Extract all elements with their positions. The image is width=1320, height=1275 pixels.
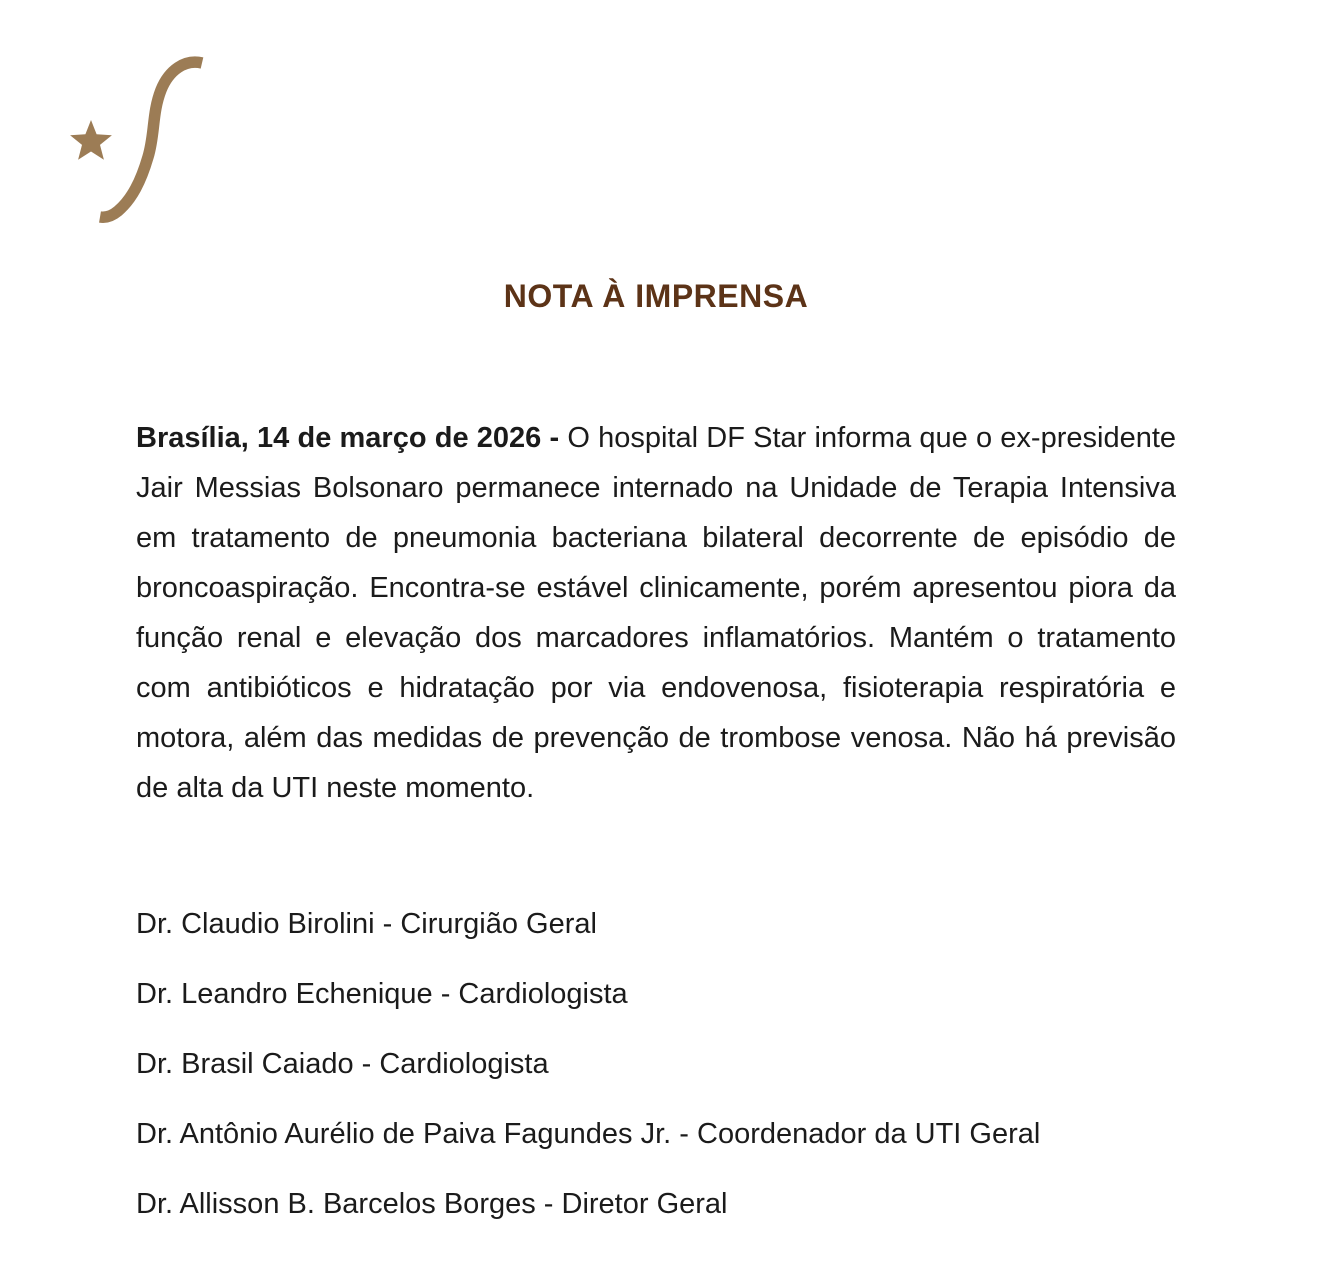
body-line: motora, além das medidas de prevenção de trombose venosa. Não há previsão [136, 722, 1176, 754]
body-line: broncoaspiração. Encontra-se estável clinicamente, porém apresentou piora da [136, 572, 1176, 604]
star-icon [70, 120, 112, 160]
page-title: NOTA À IMPRENSA [503, 278, 809, 314]
body-line: Jair Messias Bolsonaro permanece internado na Unidade de Terapia Intensiva [136, 472, 1176, 504]
body-line: em tratamento de pneumonia bacteriana bilateral decorrente de episódio de [136, 522, 1176, 554]
signatory-item: Dr. Allisson B. Barcelos Borges - Diretor Geral [136, 1188, 728, 1220]
body-line: de alta da UTI neste momento. [136, 772, 535, 804]
body-line: com antibióticos e hidratação por via endovenosa, fisioterapia respiratória e [136, 672, 1176, 704]
swoosh-icon [100, 62, 202, 217]
signatory-item: Dr. Brasil Caiado - Cardiologista [136, 1048, 549, 1080]
hospital-logo [55, 40, 225, 240]
signatory-item: Dr. Leandro Echenique - Cardiologista [136, 978, 628, 1010]
signatory-item: Dr. Antônio Aurélio de Paiva Fagundes Jr. - Coordenador da UTI Geral [136, 1118, 1041, 1150]
signatories-list [136, 899, 1236, 1249]
dateline: Brasília, 14 de março de 2026 - [136, 422, 560, 454]
body-line: função renal e elevação dos marcadores inflamatórios. Mantém o tratamento [136, 622, 1176, 654]
signatory-item: Dr. Claudio Birolini - Cirurgião Geral [136, 908, 597, 940]
body-line-text: O hospital DF Star informa que o ex-presidente [567, 422, 1177, 454]
body-line [136, 413, 1176, 463]
press-note-body [136, 413, 1176, 813]
